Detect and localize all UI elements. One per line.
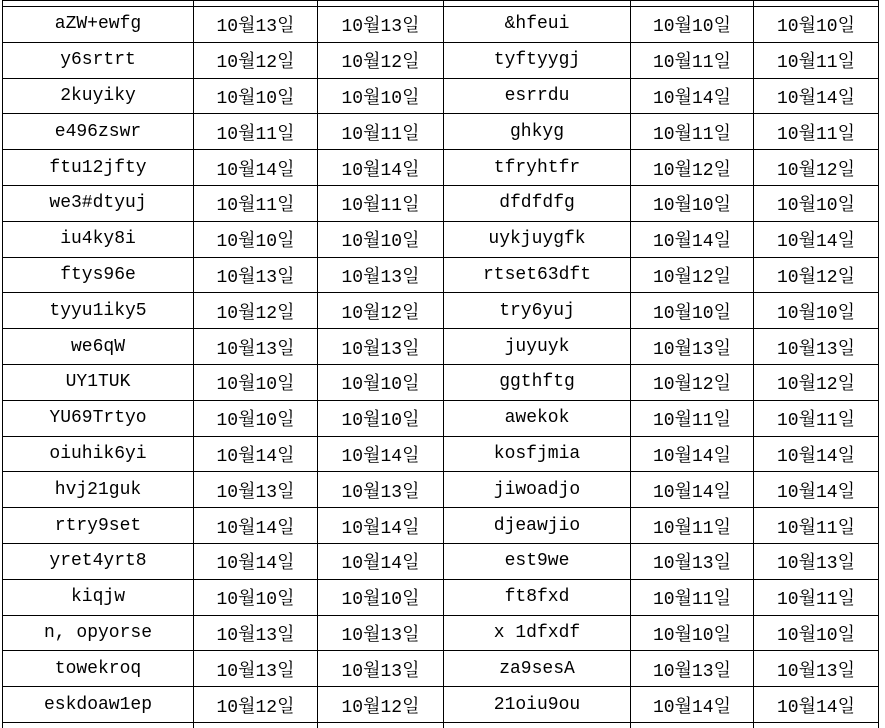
table-row — [3, 508, 879, 544]
empty-cell — [631, 722, 754, 728]
date-cell: 10월11일 — [318, 185, 444, 221]
date-cell: 10월11일 — [631, 114, 754, 150]
date-cell: 10월10일 — [194, 364, 318, 400]
id-cell: uykjuygfk — [444, 221, 631, 257]
id-cell: UY1TUK — [3, 364, 194, 400]
id-cell: iu4ky8i — [3, 221, 194, 257]
id-cell: juyuyk — [444, 329, 631, 365]
date-cell: 10월12일 — [754, 364, 879, 400]
date-cell: 10월13일 — [754, 329, 879, 365]
id-cell: rtry9set — [3, 508, 194, 544]
id-cell: ft8fxd — [444, 579, 631, 615]
date-cell: 10월14일 — [318, 150, 444, 186]
date-cell: 10월14일 — [318, 543, 444, 579]
id-cell: esrrdu — [444, 78, 631, 114]
id-cell: x 1dfxdf — [444, 615, 631, 651]
id-cell: YU69Trtyo — [3, 400, 194, 436]
id-cell: we6qW — [3, 329, 194, 365]
id-cell: hvj21guk — [3, 472, 194, 508]
empty-cell — [754, 722, 879, 728]
id-cell: ftu12jfty — [3, 150, 194, 186]
date-cell: 10월12일 — [194, 687, 318, 723]
table-body — [3, 1, 879, 728]
date-cell: 10월14일 — [631, 221, 754, 257]
table-row — [3, 221, 879, 257]
date-cell: 10월10일 — [194, 400, 318, 436]
id-cell: jiwoadjo — [444, 472, 631, 508]
table-row — [3, 472, 879, 508]
date-cell: 10월12일 — [754, 150, 879, 186]
id-cell: tfryhtfr — [444, 150, 631, 186]
table-row — [3, 615, 879, 651]
id-cell: &hfeui — [444, 7, 631, 43]
date-cell: 10월10일 — [754, 7, 879, 43]
date-cell: 10월14일 — [631, 687, 754, 723]
date-cell: 10월10일 — [754, 615, 879, 651]
data-table — [2, 0, 879, 728]
date-cell: 10월12일 — [754, 257, 879, 293]
table-row — [3, 257, 879, 293]
id-cell: rtset63dft — [444, 257, 631, 293]
id-cell: oiuhik6yi — [3, 436, 194, 472]
date-cell: 10월14일 — [631, 78, 754, 114]
id-cell: e496zswr — [3, 114, 194, 150]
date-cell: 10월10일 — [631, 293, 754, 329]
date-cell: 10월11일 — [754, 508, 879, 544]
empty-cell — [3, 722, 194, 728]
table-row — [3, 150, 879, 186]
date-cell: 10월12일 — [631, 257, 754, 293]
date-cell: 10월12일 — [631, 150, 754, 186]
id-cell: n, opyorse — [3, 615, 194, 651]
table-row — [3, 400, 879, 436]
date-cell: 10월14일 — [754, 436, 879, 472]
id-cell: kiqjw — [3, 579, 194, 615]
id-cell: awekok — [444, 400, 631, 436]
date-cell: 10월14일 — [754, 687, 879, 723]
date-cell: 10월11일 — [754, 579, 879, 615]
id-cell: yret4yrt8 — [3, 543, 194, 579]
date-cell: 10월10일 — [318, 400, 444, 436]
date-cell: 10월11일 — [631, 400, 754, 436]
table-row — [3, 579, 879, 615]
date-cell: 10월14일 — [194, 436, 318, 472]
date-cell: 10월14일 — [631, 472, 754, 508]
table-row — [3, 78, 879, 114]
id-cell: ghkyg — [444, 114, 631, 150]
date-cell: 10월13일 — [318, 329, 444, 365]
date-cell: 10월11일 — [631, 508, 754, 544]
id-cell: eskdoaw1ep — [3, 687, 194, 723]
date-cell: 10월13일 — [318, 615, 444, 651]
date-cell: 10월10일 — [754, 185, 879, 221]
date-cell: 10월11일 — [194, 114, 318, 150]
date-cell: 10월10일 — [631, 615, 754, 651]
date-cell: 10월12일 — [194, 42, 318, 78]
date-cell: 10월12일 — [318, 293, 444, 329]
date-cell: 10월13일 — [754, 543, 879, 579]
date-cell: 10월10일 — [318, 579, 444, 615]
date-cell: 10월14일 — [194, 150, 318, 186]
date-cell: 10월10일 — [318, 221, 444, 257]
date-cell: 10월10일 — [318, 364, 444, 400]
date-cell: 10월13일 — [318, 651, 444, 687]
date-cell: 10월14일 — [318, 436, 444, 472]
date-cell: 10월10일 — [754, 293, 879, 329]
table-row — [3, 293, 879, 329]
partial-row-bottom — [3, 722, 879, 728]
date-cell: 10월13일 — [631, 543, 754, 579]
table-row — [3, 651, 879, 687]
table-row — [3, 185, 879, 221]
id-cell: ggthftg — [444, 364, 631, 400]
date-cell: 10월12일 — [318, 687, 444, 723]
date-cell: 10월13일 — [631, 651, 754, 687]
id-cell: try6yuj — [444, 293, 631, 329]
id-cell: 21oiu9ou — [444, 687, 631, 723]
date-cell: 10월14일 — [754, 472, 879, 508]
date-cell: 10월11일 — [318, 114, 444, 150]
id-cell: we3#dtyuj — [3, 185, 194, 221]
table-row — [3, 687, 879, 723]
date-cell: 10월13일 — [318, 257, 444, 293]
date-cell: 10월10일 — [631, 7, 754, 43]
date-cell: 10월14일 — [754, 221, 879, 257]
date-cell: 10월10일 — [194, 221, 318, 257]
table-row — [3, 42, 879, 78]
date-cell: 10월11일 — [754, 114, 879, 150]
date-cell: 10월13일 — [631, 329, 754, 365]
date-cell: 10월13일 — [754, 651, 879, 687]
table-row — [3, 329, 879, 365]
date-cell: 10월11일 — [754, 42, 879, 78]
date-cell: 10월13일 — [318, 7, 444, 43]
date-cell: 10월14일 — [194, 508, 318, 544]
id-cell: ftys96e — [3, 257, 194, 293]
date-cell: 10월10일 — [194, 579, 318, 615]
date-cell: 10월10일 — [318, 78, 444, 114]
id-cell: towekroq — [3, 651, 194, 687]
date-cell: 10월14일 — [194, 543, 318, 579]
id-cell: est9we — [444, 543, 631, 579]
date-cell: 10월13일 — [194, 472, 318, 508]
id-cell: za9sesA — [444, 651, 631, 687]
date-cell: 10월11일 — [194, 185, 318, 221]
table-row — [3, 543, 879, 579]
id-cell: tyyu1iky5 — [3, 293, 194, 329]
id-cell: 2kuyiky — [3, 78, 194, 114]
id-cell: dfdfdfg — [444, 185, 631, 221]
date-cell: 10월13일 — [194, 257, 318, 293]
empty-cell — [194, 722, 318, 728]
date-cell: 10월12일 — [631, 364, 754, 400]
table-row — [3, 114, 879, 150]
date-cell: 10월14일 — [318, 508, 444, 544]
date-cell: 10월10일 — [194, 78, 318, 114]
id-cell: aZW+ewfg — [3, 7, 194, 43]
empty-cell — [444, 722, 631, 728]
date-cell: 10월11일 — [631, 579, 754, 615]
table-row — [3, 436, 879, 472]
date-cell: 10월12일 — [318, 42, 444, 78]
id-cell: tyftyygj — [444, 42, 631, 78]
id-cell: djeawjio — [444, 508, 631, 544]
table-row — [3, 364, 879, 400]
date-cell: 10월12일 — [194, 293, 318, 329]
table-row — [3, 7, 879, 43]
date-cell: 10월13일 — [318, 472, 444, 508]
date-cell: 10월14일 — [631, 436, 754, 472]
date-cell: 10월13일 — [194, 615, 318, 651]
date-cell: 10월13일 — [194, 329, 318, 365]
date-cell: 10월13일 — [194, 7, 318, 43]
date-cell: 10월11일 — [754, 400, 879, 436]
id-cell: y6srtrt — [3, 42, 194, 78]
date-cell: 10월11일 — [631, 42, 754, 78]
id-cell: kosfjmia — [444, 436, 631, 472]
date-cell: 10월13일 — [194, 651, 318, 687]
date-cell: 10월14일 — [754, 78, 879, 114]
empty-cell — [318, 722, 444, 728]
date-cell: 10월10일 — [631, 185, 754, 221]
